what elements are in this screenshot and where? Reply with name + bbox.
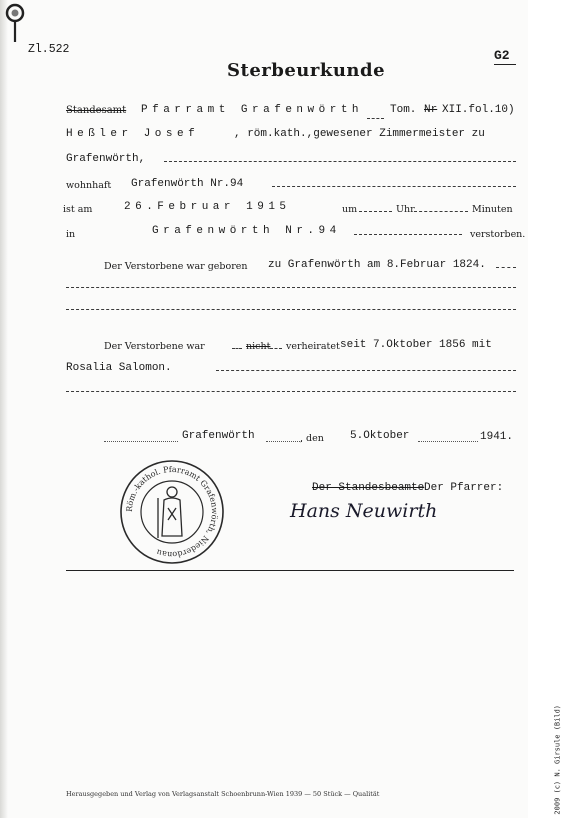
um-fill [359, 211, 392, 212]
spouse-name: Rosalia Salomon. [66, 362, 172, 374]
form-code-underline [494, 64, 516, 65]
birth-value: zu Grafenwörth am 8.Februar 1824. [268, 259, 486, 271]
pin-icon [2, 2, 28, 44]
marriage-fill-a [232, 348, 242, 349]
death-place: Grafenwörth Nr.94 [152, 225, 341, 237]
register-prefix-struck: Standesamt [66, 105, 127, 116]
register-fill [367, 118, 384, 119]
spouse-fill-2 [66, 391, 516, 392]
ist-am-label: ist am [63, 204, 93, 215]
marriage-struck: nicht [246, 341, 271, 352]
den-label: , den [300, 433, 324, 444]
verheiratet-label: verheiratet [286, 341, 340, 352]
birth-lead: Der Verstorbene war geboren [104, 261, 248, 272]
deceased-name: Heßler Josef [66, 128, 200, 140]
marriage-lead: Der Verstorbene war [104, 341, 205, 352]
deceased-description: , röm.kath.,gewesener Zimmermeister zu [234, 128, 485, 140]
register-tom-label: Tom. [390, 104, 417, 116]
uhr-label: Uhr [396, 204, 415, 215]
seal-text: Röm.-kathol. Pfarramt Grafenwörth, Niederdonau [124, 464, 220, 560]
deceased-origin: Grafenwörth, [66, 153, 146, 165]
birth-fill-2 [66, 287, 516, 288]
issue-dots-3 [418, 441, 478, 442]
register-tom-struck: Nr [424, 104, 438, 116]
uhr-fill [414, 211, 468, 212]
marriage-value: seit 7.Oktober 1856 mit [340, 339, 492, 351]
issue-year: 1941. [480, 431, 514, 443]
in-label: in [66, 229, 76, 240]
signatory-title: Der Pfarrer: [424, 482, 504, 494]
printer-footer: Herausgegeben und Verlag von Verlagsanstalt Schoenbrunn-Wien 1939 — 50 Stück — Qualität [66, 790, 380, 798]
residence-fill [272, 186, 516, 187]
birth-fill-3 [66, 309, 516, 310]
zl-number: Zl.522 [28, 43, 70, 56]
issue-dots-2 [266, 441, 302, 442]
minuten-label: Minuten [472, 204, 513, 215]
residence-label: wohnhaft [66, 180, 112, 191]
issue-place: Grafenwörth [182, 430, 255, 442]
origin-fill [164, 161, 516, 162]
bottom-rule [66, 570, 514, 571]
place-fill [354, 234, 462, 235]
birth-fill-1 [496, 267, 516, 268]
marriage-fill-b [270, 348, 282, 349]
document-title: Sterbeurkunde [227, 60, 386, 81]
saint-figure-icon [158, 487, 182, 538]
parish-seal [118, 458, 226, 566]
register-tom-value: XII.fol.10) [442, 104, 515, 116]
spouse-fill-1 [216, 370, 516, 371]
register-parish: Pfarramt Grafenwörth [141, 104, 364, 116]
death-date: 26.Februar 1915 [124, 201, 291, 213]
residence-value: Grafenwörth Nr.94 [131, 178, 244, 190]
verstorben-label: verstorben. [470, 229, 526, 240]
page-edge-shadow [0, 0, 8, 818]
form-code: G2 [494, 48, 510, 63]
issue-dots-1 [104, 441, 178, 442]
copyright-side-note: 2009 (c) N. Girsule (Bild) [554, 705, 562, 815]
um-label: um [342, 204, 358, 215]
issue-date: 5.Oktober [350, 430, 410, 442]
struck-official-title: Der Standesbeamte [312, 482, 425, 494]
handwritten-signature: Hans Neuwirth [290, 500, 438, 522]
